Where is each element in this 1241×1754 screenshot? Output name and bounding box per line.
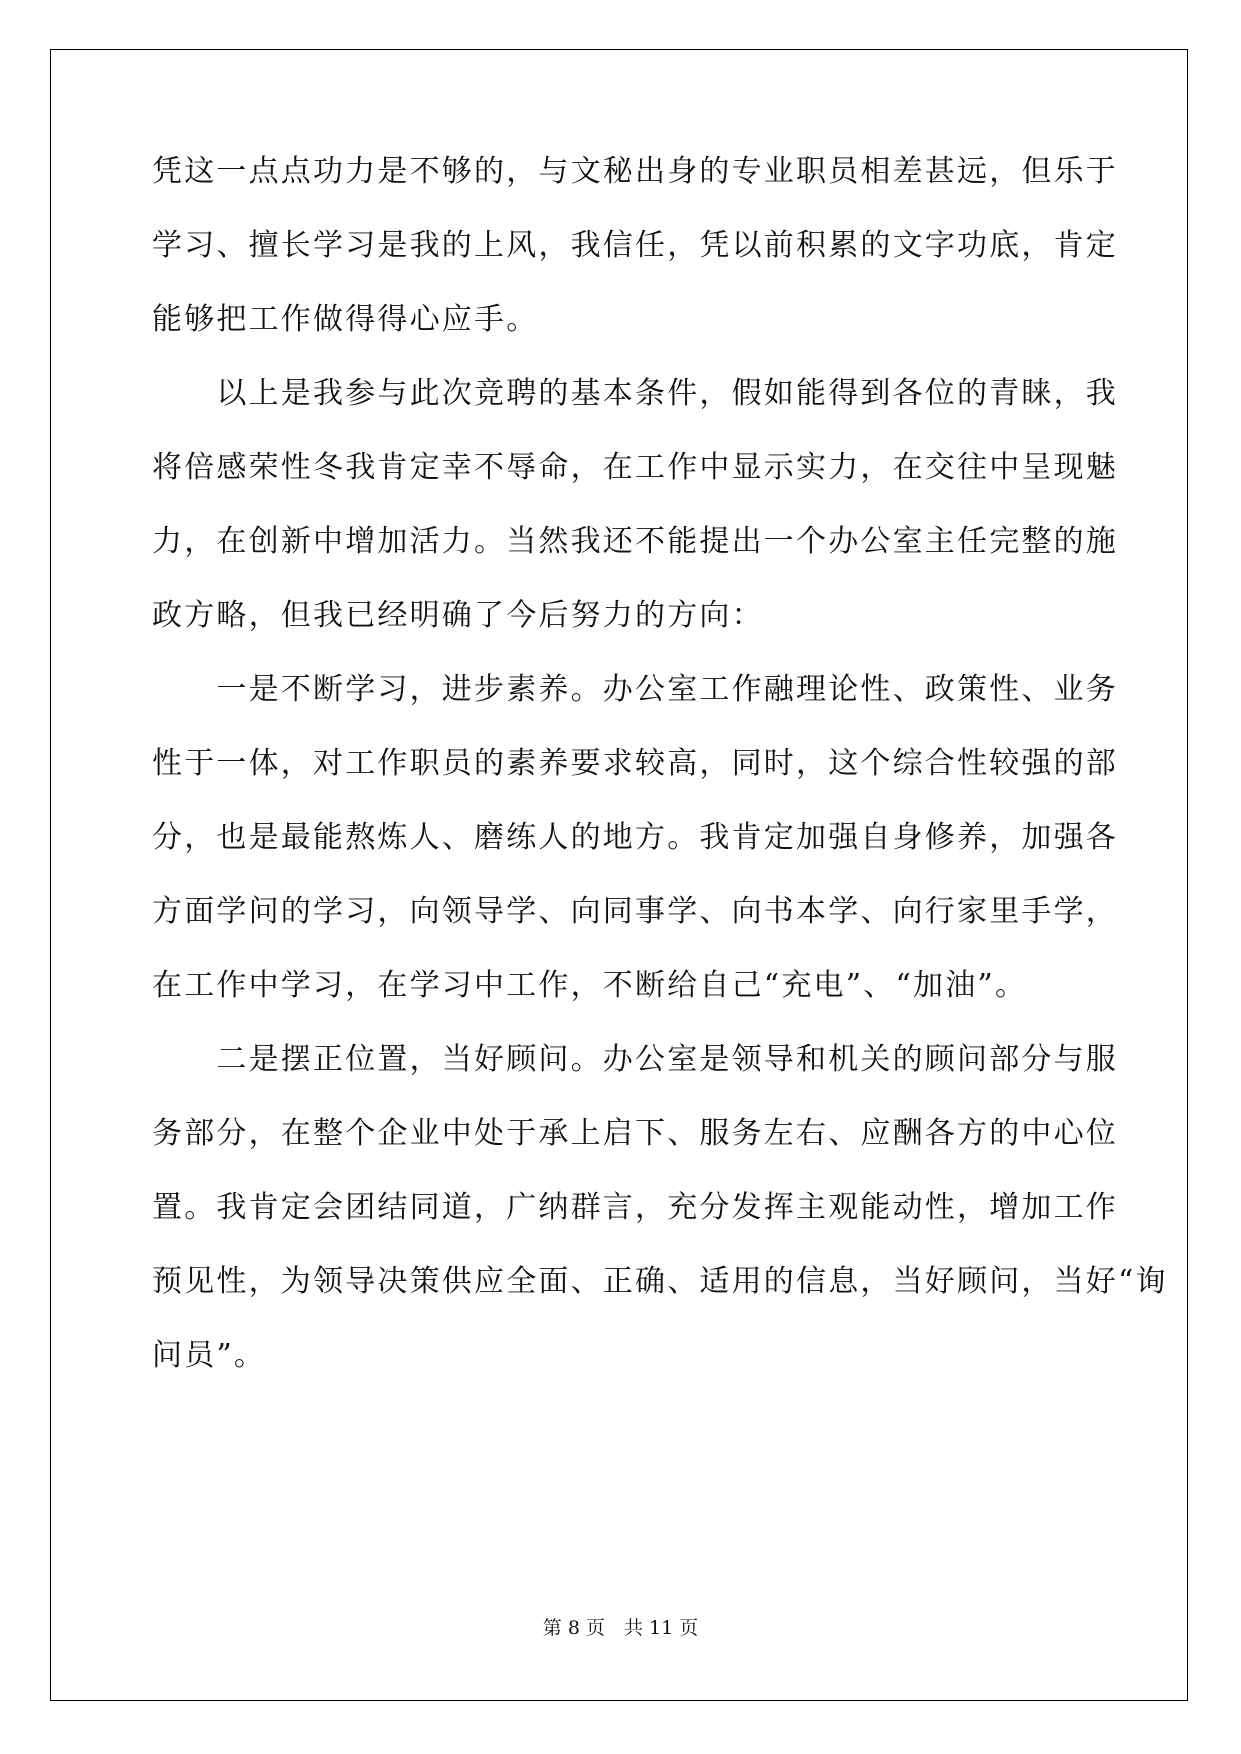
text-line: 学习、擅长学习是我的上风，我信任，凭以前积累的文字功底，肯定 (152, 228, 1118, 263)
text-line: 问员”。 (152, 1338, 267, 1373)
text-line: 以上是我参与此次竞聘的基本条件，假如能得到各位的青睐，我 (152, 376, 1118, 411)
text-line: 置。我肯定会团结同道，广纳群言，充分发挥主观能动性，增加工作 (152, 1190, 1118, 1225)
text-line: 凭这一点点功力是不够的，与文秘出身的专业职员相差甚远，但乐于 (152, 154, 1118, 189)
text-line: 将倍感荣性冬我肯定幸不辱命，在工作中显示实力，在交往中呈现魅 (152, 450, 1118, 485)
text-line: 二是摆正位置，当好顾问。办公室是领导和机关的顾问部分与服 (152, 1042, 1118, 1077)
page-number (0, 1613, 1241, 1640)
text-line: 政方略，但我已经明确了今后努力的方向： (152, 598, 764, 633)
text-line: 务部分，在整个企业中处于承上启下、服务左右、应酬各方的中心位 (152, 1116, 1118, 1151)
text-line: 分，也是最能熬炼人、磨练人的地方。我肯定加强自身修养，加强各 (152, 820, 1118, 855)
text-line: 能够把工作做得得心应手。 (152, 302, 539, 337)
text-line: 性于一体，对工作职员的素养要求较高，同时，这个综合性较强的部 (152, 746, 1118, 781)
text-line: 预见性，为领导决策供应全面、正确、适用的信息，当好顾问，当好“询 (152, 1264, 1168, 1299)
text-line: 一是不断学习，进步素养。办公室工作融理论性、政策性、业务 (152, 672, 1118, 707)
page-border (50, 49, 1188, 1701)
text-line: 力，在创新中增加活力。当然我还不能提出一个办公室主任完整的施 (152, 524, 1118, 559)
text-line: 在工作中学习，在学习中工作，不断给自己“充电”、“加油”。 (152, 968, 1028, 1003)
text-line: 方面学问的学习，向领导学、向同事学、向书本学、向行家里手学， (152, 894, 1118, 929)
page-number-label: 第 8 页 共 11 页 (542, 1617, 699, 1639)
